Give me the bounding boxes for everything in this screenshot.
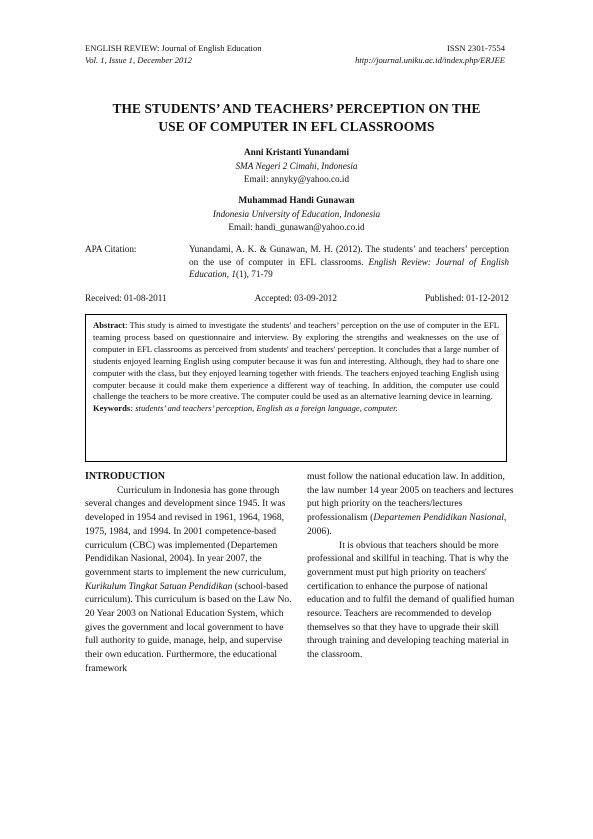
apa-citation	[85, 243, 509, 281]
journal-url: http://journal.uniku.ac.id/index.php/ERJEE	[355, 54, 505, 65]
running-header	[85, 43, 505, 66]
author-affiliation: SMA Negeri 2 Cimahi, Indonesia	[235, 160, 358, 171]
section-heading: INTRODUCTION	[85, 471, 166, 482]
citation-text: Yunandami, A. K. & Gunawan, M. H. (2012). The students’ and teachers’ perception on the use of computer in EFL classrooms. English Review: Journal of English Education, 1(1), 71-79	[189, 244, 509, 279]
abstract-box	[85, 314, 507, 462]
citation-label: APA Citation:	[85, 244, 137, 254]
paper-title: THE STUDENTS’ AND TEACHERS’ PERCEPTION ON THE USE OF COMPUTER IN EFL CLASSROOMS	[112, 101, 481, 134]
body-column-left	[85, 470, 295, 676]
author-affiliation: Indonesia University of Education, Indonesia	[212, 208, 381, 219]
author-1	[100, 146, 493, 187]
author-email: Email: annyky@yahoo.co.id	[243, 174, 350, 184]
author-name: Muhammad Handi Gunawan	[238, 195, 355, 205]
received-date: Received: 01-08-2011	[85, 293, 167, 303]
published-date: Published: 01-12-2012	[425, 293, 509, 303]
accepted-date: Accepted: 03-09-2012	[254, 293, 337, 303]
keywords: Keywords: students’ and teachers’ perception, English as a foreign language, computer.	[93, 403, 398, 414]
journal-name: ENGLISH REVIEW: Journal of English Education	[85, 43, 262, 53]
author-name: Anni Kristanti Yunandami	[243, 147, 349, 157]
author-email: Email: handi_gunawan@yahoo.co.id	[228, 222, 365, 232]
abstract-text: Abstract: This study is aimed to investigate the students' and teachers’ perception on the use of computer in the EFL teaming process based on questionnaire and interview. By exploring the strengths and weaknesses on the use of computer in EFL classrooms as perceived from students' and teachers' perception. It concludes that a large number of students enjoyed learning English using computer because it was fun and interesting. Although, they had to share one computer with the class, but they enjoyed learning together with friends. The teachers enjoyed teaching English using computer because it could make them experience a different way of teaching. In addition, the computer use could challenge the teachers to be more creative. The computer could be used as an alternative learning device in learning.	[93, 320, 499, 402]
body-column-right	[307, 470, 517, 662]
issn: ISSN 2301-7554	[446, 43, 505, 53]
paragraph: It is obvious that teachers should be more professional and skillful in teaching. That is why the government must put high priority on teachers' certification to enhance the purpose of national education and to fulfil the demand of qualified human resource. Teachers are recommended to develop themselves so that they have to upgrade their skill through training and developing teaching material in the classroom.	[307, 539, 515, 661]
issue-info: Vol. 1, Issue 1, December 2012	[85, 54, 192, 65]
paragraph: Curriculum in Indonesia has gone through several changes and development since 1945. It was developed in 1954 and revised in 1961, 1964, 1968, 1975, 1984, and 1994. In 2001 competence-based curriculum (CBC) was implemented (Departemen Pendidikan Nasional, 2004). In year 2007, the government starts to implement the new curriculum, Kurikulum Tingkat Satuan Pendidikan (school-based curriculum). This curriculum is based on the Law No. 20 Year 2003 on National Education System, which gives the government and local government to have full authority to guide, manage, help, and supervise their own education. Furthermore, the educational framework	[85, 484, 292, 674]
publication-dates	[85, 293, 509, 303]
author-2	[100, 194, 493, 235]
paragraph: must follow the national education law. In addition, the law number 14 year 2005 on teachers and lectures put high priority on the teachers/lectures professionalism (Departemen Pendidikan Nasional, 2006).	[307, 471, 514, 537]
